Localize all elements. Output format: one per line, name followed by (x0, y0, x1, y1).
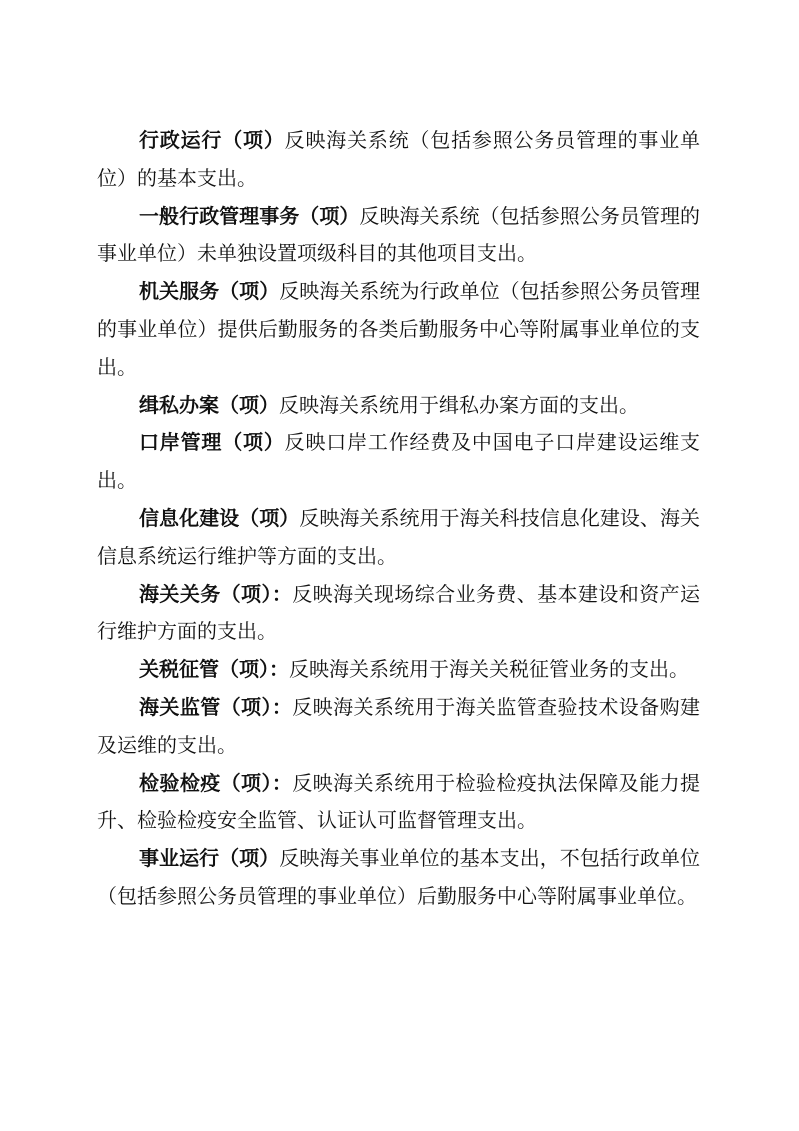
term-heading: 缉私办案（项） (139, 392, 279, 417)
term-description: 反映海关系统用于缉私办案方面的支出。 (279, 392, 639, 417)
term-heading: 海关关务（项）： (139, 581, 293, 606)
paragraph-general-administration (97, 198, 700, 274)
term-heading: 关税征管（项）： (139, 657, 289, 682)
term-description: 反映海关系统（包括参照公务员管理的事业单位）的基本支出。 (97, 128, 701, 190)
paragraph-informatization (97, 500, 700, 576)
term-description: 反映海关系统用于海关监管查验技术设备购建及运维的支出。 (97, 694, 701, 757)
paragraph-anti-smuggling (97, 387, 700, 425)
paragraph-administrative-operation (97, 122, 700, 198)
term-description: 反映海关系统（包括参照公务员管理的事业单位）未单独设置项级科目的其他项目支出。 (97, 203, 701, 266)
paragraph-agency-services (97, 273, 700, 386)
paragraph-inspection-quarantine (97, 765, 700, 841)
term-heading: 行政运行（项） (139, 128, 285, 152)
term-description: 反映海关系统用于海关科技信息化建设、海关信息系统运行维护等方面的支出。 (97, 505, 701, 568)
paragraph-customs-affairs (97, 576, 700, 652)
paragraph-public-institution-operation (97, 840, 700, 916)
term-description: 反映海关现场综合业务费、基本建设和资产运行维护方面的支出。 (97, 581, 701, 644)
document-page (97, 122, 700, 916)
term-heading: 机关服务（项） (139, 279, 280, 304)
paragraph-port-management (97, 424, 700, 500)
paragraph-tariff-collection (97, 651, 700, 689)
term-heading: 信息化建设（项） (139, 505, 300, 530)
term-description: 反映海关事业单位的基本支出，不包括行政单位（包括参照公务员管理的事业单位）后勤服务中心等附属事业单位。 (97, 846, 701, 908)
term-heading: 一般行政管理事务（项） (139, 203, 360, 228)
term-heading: 海关监管（项）： (139, 694, 293, 719)
term-heading: 检验检疫（项）： (139, 770, 293, 795)
term-heading: 事业运行（项） (139, 846, 280, 871)
term-heading: 口岸管理（项） (139, 430, 285, 455)
term-description: 反映海关系统用于检验检疫执法保障及能力提升、检验检疫安全监管、认证认可监督管理支出。 (97, 770, 701, 833)
term-description: 反映口岸工作经费及中国电子口岸建设运维支出。 (97, 430, 701, 493)
paragraph-customs-supervision (97, 689, 700, 765)
term-description: 反映海关系统为行政单位（包括参照公务员管理的事业单位）提供后勤服务的各类后勤服务中心等附属事业单位的支出。 (97, 279, 701, 379)
term-description: 反映海关系统用于海关关税征管业务的支出。 (289, 657, 689, 682)
